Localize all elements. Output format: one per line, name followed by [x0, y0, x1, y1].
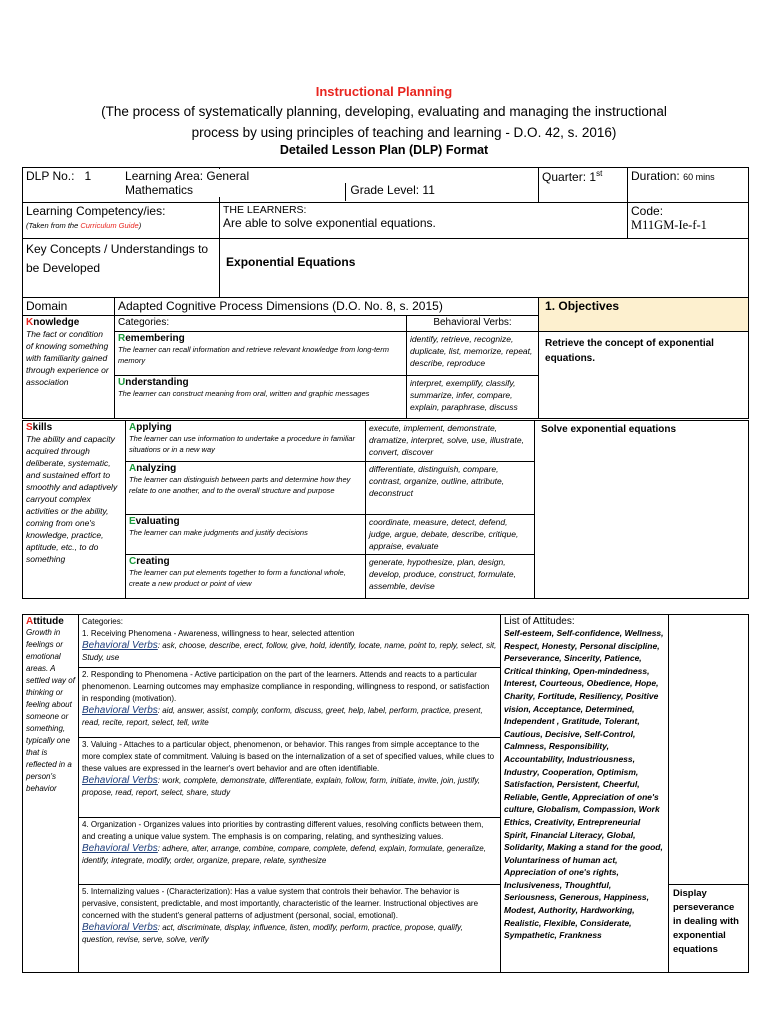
- skills-objective: Solve exponential equations: [541, 424, 677, 435]
- behavioral-verbs-header: Behavioral Verbs:: [407, 316, 539, 332]
- attitude-row-1-text: 1. Receiving Phenomena - Awareness, willingness to hear, selected attention: [82, 629, 355, 638]
- analyzing-cell: [126, 462, 366, 515]
- attitude-objective-blank: [669, 615, 749, 885]
- subtitle-line-1: (The process of systematically planning, developing, evaluating and managing the instructional: [101, 104, 667, 119]
- applying-cell: [126, 421, 366, 462]
- bv-label: Behavioral Verbs: [82, 922, 158, 933]
- knowledge-first-letter: K: [26, 317, 34, 328]
- competency-cell: [23, 203, 220, 239]
- attitude-row-4: [79, 818, 501, 885]
- quarter-sup: st: [596, 169, 603, 178]
- creating-cell: [126, 555, 366, 599]
- categories-header: Categories:: [115, 316, 407, 332]
- creating-title: [129, 556, 362, 567]
- attitude-row-3-text: 3. Valuing - Attaches to a particular object, phenomenon, or behavior. This ranges from simple acceptance to the more complex state of commitment. Valuing is based on the internalization of a set of specified values, while clues to these values are expressed in the learner's overt behavior and are often identifiable.: [82, 740, 495, 773]
- attitude-row-2-text: 2. Responding to Phenomena - Active participation on the part of the learners. Attends and reacts to a particular phenomenon. Learning outcomes may emphasize compliance in responding, willingness to respond, or satisfaction in responding (motivation).: [82, 670, 490, 703]
- attitude-first-letter: A: [26, 616, 34, 627]
- bv-label: Behavioral Verbs: [82, 705, 158, 716]
- quarter-value: 1: [589, 170, 597, 184]
- creating-first-letter: C: [129, 556, 137, 567]
- understanding-verbs: interpret, exemplify, classify, summarize, infer, compare, explain, paraphrase, discuss: [407, 376, 539, 419]
- skills-table: [22, 420, 749, 599]
- bv-label: Behavioral Verbs: [82, 843, 158, 854]
- understanding-desc: The learner can construct meaning from oral, written and graphic messages: [118, 389, 370, 398]
- page-subtitle: [0, 101, 768, 143]
- bv-label: Behavioral Verbs: [82, 775, 158, 786]
- applying-verbs: execute, implement, demonstrate, dramatize, interpret, solve, use, illustrate, convert, discover: [366, 421, 535, 462]
- code-label: Code:: [631, 204, 664, 218]
- attitude-title: [26, 616, 75, 627]
- learners-text: Are able to solve exponential equations.: [223, 216, 436, 230]
- creating-verbs: generate, hypothesize, plan, design, develop, produce, construct, formulate, assemble, devise: [366, 555, 535, 599]
- skills-title: [26, 422, 122, 433]
- attitude-row-4-text: 4. Organization - Organizes values into priorities by contrasting different values, resolving conflicts between them, and creating a unique value system. The emphasis is on comparing, relating, and synthesizing values.: [82, 820, 484, 841]
- applying-title-rest: pplying: [136, 422, 172, 433]
- analyzing-first-letter: A: [129, 463, 137, 474]
- skills-desc: The ability and capacity acquired through deliberate, systematic, and sustained effort to smoothly and adaptively carryout complex activities or the ability, coming from one's knowledge, practice, aptitude, etc., to do something: [26, 434, 118, 564]
- attitude-row-5-text: 5. Internalizing values - (Characterization): Has a value system that controls their behavior. The behavior is pervasive, consistent, predictable, and most importantly, characteristic of the learner. Instructional objectives are concerned with the student's general patterns of adjustment (personal, social, emotional).: [82, 887, 479, 920]
- lesson-info-table: [22, 167, 749, 419]
- evaluating-first-letter: E: [129, 516, 136, 527]
- creating-desc: The learner can put elements together to form a functional whole, create a new product or point of view: [129, 568, 346, 588]
- list-of-attitudes-cell: [501, 615, 669, 973]
- subtitle-line-2: process by using principles of teaching and learning - D.O. 42, s. 2016): [191, 125, 617, 140]
- remembering-title: [118, 333, 403, 344]
- attitude-objective: Display perseverance in dealing with exponential equations: [673, 888, 739, 955]
- understanding-cell: [115, 376, 407, 419]
- attitude-table: [22, 614, 749, 973]
- domain-header: Domain: [23, 298, 115, 316]
- attitude-row-3: [79, 738, 501, 818]
- analyzing-title: [129, 463, 362, 474]
- list-of-attitudes-label: List of Attitudes:: [504, 616, 575, 627]
- skills-objective-cell: [535, 421, 749, 599]
- dlp-no-label: DLP No.:: [26, 169, 75, 183]
- creating-title-rest: reating: [136, 556, 170, 567]
- learning-area-value: General Mathematics: [125, 169, 250, 197]
- code-value: M11GM-Ie-f-1: [631, 218, 707, 232]
- attitude-row-5: [79, 885, 501, 973]
- dlp-no-value: 1: [84, 169, 92, 183]
- competency-note-prefix: (Taken from the: [26, 221, 81, 230]
- learners-cell: [220, 203, 628, 239]
- list-of-attitudes: Self-esteem, Self-confidence, Wellness, Respect, Honesty, Personal discipline, Perseverance, Sincerity, Patience, Critical thinking, Open-mindedness, Interest, Courteous, Obedience, Hope, Charity, Fortitude, Resiliency, Positive vision, Acceptance, Determined, Independent , Gratitude, Tolerant, Cautious, Decisive, Self-Control, Calmness, Responsibility, Accountability, Industriousness, Industry, Cooperation, Optimism, Satisfaction, Persistent, Cheerful, Reliable, Gentle, Appreciation of one's culture, Globalism, Compassion, Work Ethics, Creativity, Entrepreneurial Spirit, Financial Literacy, Global, Solidarity, Making a stand for the good, Voluntariness of human act, Appreciation of one's rights, Inclusiveness, Thoughtful, Seriousness, Generous, Happiness, Modest, Authority, Hardworking, Realistic, Flexible, Considerate, Sympathetic, Frankness: [504, 628, 664, 941]
- remembering-cell: [115, 332, 407, 376]
- competency-note-suffix: ): [138, 221, 142, 230]
- knowledge-desc: The fact or condition of knowing something with familiarity gained through experience or association: [26, 329, 109, 387]
- understanding-title: [118, 377, 403, 388]
- applying-title: [129, 422, 362, 433]
- attitude-objective-cell: [669, 885, 749, 973]
- duration-label: Duration:: [631, 169, 680, 183]
- analyzing-verbs: differentiate, distinguish, compare, contrast, organize, outline, attribute, deconstruct: [366, 462, 535, 515]
- analyzing-desc: The learner can distinguish between parts and determine how they relate to one another, and to the overall structure and purpose: [129, 475, 351, 495]
- remembering-first-letter: R: [118, 333, 126, 344]
- attitude-row-4-verbs: : adhere, alter, arrange, combine, compare, complete, defend, explain, formulate, generalize, identify, integrate, modify, order, organize, prepare, relate, synthesize: [82, 844, 486, 865]
- understanding-title-rest: nderstanding: [125, 377, 189, 388]
- applying-desc: The learner can use information to undertake a procedure in familiar situations or in a new way: [129, 434, 355, 454]
- key-concepts-label: Key Concepts / Understandings to be Developed: [23, 239, 220, 298]
- grade-level-value: 11: [422, 183, 435, 197]
- quarter-cell: [539, 168, 628, 203]
- skills-title-rest: kills: [32, 422, 53, 433]
- learning-area-cell: [125, 168, 539, 203]
- attitude-title-rest: ttitude: [33, 616, 64, 627]
- evaluating-title: [129, 516, 362, 527]
- page-title: Instructional Planning: [315, 84, 453, 99]
- skills-first-letter: S: [26, 422, 33, 433]
- attitude-domain-cell: [23, 615, 79, 973]
- knowledge-title: [26, 317, 111, 328]
- dlp-format-title: Detailed Lesson Plan (DLP) Format: [279, 143, 489, 157]
- attitude-row-1-verbs: : ask, choose, describe, erect, follow, give, hold, identify, locate, name, point to, reply, select, sit, Study, use: [82, 641, 497, 662]
- applying-first-letter: A: [129, 422, 137, 433]
- remembering-title-rest: emembering: [125, 333, 185, 344]
- competency-note: [26, 220, 216, 231]
- attitude-row-3-verbs: : work, complete, demonstrate, differentiate, explain, follow, form, initiate, invite, join, justify, propose, read, report, select, share, study: [82, 776, 480, 797]
- evaluating-title-rest: valuating: [135, 516, 180, 527]
- knowledge-objective-cell: [539, 332, 749, 419]
- grade-level-label: Grade Level:: [350, 183, 420, 197]
- code-cell: [628, 203, 749, 239]
- evaluating-cell: [126, 515, 366, 555]
- knowledge-objective: Retrieve the concept of exponential equations.: [545, 338, 714, 364]
- attitude-row-2-verbs: : aid, answer, assist, comply, conform, discuss, greet, help, label, perform, practice, present, read, recite, report, select, tell, write: [82, 706, 483, 727]
- duration-cell: [628, 168, 749, 203]
- knowledge-domain-cell: [23, 316, 115, 419]
- curriculum-guide-link: Curriculum Guide: [80, 221, 139, 230]
- knowledge-title-rest: nowledge: [33, 317, 80, 328]
- attitude-row-2: [79, 668, 501, 738]
- attitude-desc: Growth in feelings or emotional areas. A settled way of thinking or feeling about someone or something, typically one that is reflected in a person's behavior: [26, 628, 75, 793]
- objectives-header: 1. Objectives: [539, 298, 749, 332]
- analyzing-title-rest: nalyzing: [136, 463, 177, 474]
- evaluating-desc: The learner can make judgments and justify decisions: [129, 528, 308, 537]
- key-concepts-value: Exponential Equations: [220, 239, 749, 298]
- competency-label: Learning Competency/ies:: [26, 204, 166, 218]
- dimensions-header: Adapted Cognitive Process Dimensions (D.O. No. 8, s. 2015): [115, 298, 539, 316]
- evaluating-verbs: coordinate, measure, detect, defend, judge, argue, debate, describe, critique, appraise, evaluate: [366, 515, 535, 555]
- remembering-verbs: identify, retrieve, recognize, duplicate, list, memorize, repeat, describe, reproduce: [407, 332, 539, 376]
- quarter-label: Quarter:: [542, 170, 587, 184]
- attitude-row-1: [79, 615, 501, 668]
- attitude-row-5-verbs: : act, discriminate, display, influence, listen, modify, perform, practice, propose, qualify, question, revise, serve, solve, verify: [82, 923, 463, 944]
- learners-label: THE LEARNERS:: [223, 204, 307, 216]
- understanding-first-letter: U: [118, 377, 126, 388]
- learning-area-label: Learning Area:: [125, 169, 204, 183]
- remembering-desc: The learner can recall information and retrieve relevant knowledge from long-term memory: [118, 345, 389, 365]
- duration-value: 60 mins: [683, 172, 715, 182]
- skills-domain-cell: [23, 421, 126, 599]
- attitude-categories-label: Categories:: [82, 617, 123, 626]
- bv-label: Behavioral Verbs: [82, 640, 158, 651]
